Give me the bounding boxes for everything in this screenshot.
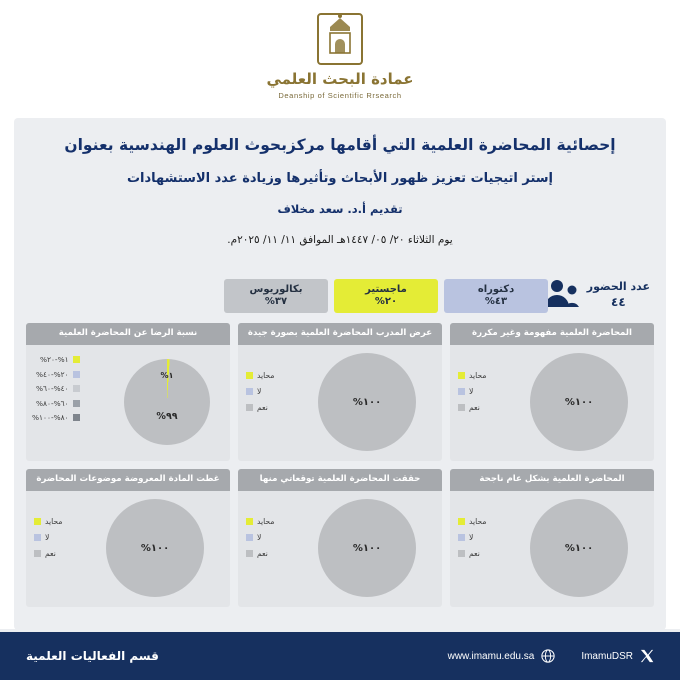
legend-swatch-yes xyxy=(458,404,465,411)
footer-links xyxy=(448,649,654,663)
legend-item-neutral xyxy=(458,517,486,526)
legend-label-no: لا xyxy=(469,387,474,396)
legend-label-range-3: ٤٠%-٦٠% xyxy=(35,384,69,393)
pie-met-expectations xyxy=(318,499,416,597)
legend-item-neutral xyxy=(246,371,274,380)
pie-wrap-overall-success xyxy=(530,499,628,597)
legend-label-range-1: ١%-٢٠% xyxy=(39,355,69,364)
legend-item-range-3 xyxy=(32,384,80,393)
degree-chip-doctorate xyxy=(444,279,548,313)
footer-social-handle[interactable]: ImamuDSR xyxy=(581,650,633,662)
legend-item-neutral xyxy=(458,371,486,380)
legend-item-neutral xyxy=(34,517,62,526)
legend-label-yes: نعم xyxy=(257,403,268,412)
legend-label-yes: نعم xyxy=(45,549,56,558)
pie-wrap-trainer-presentation xyxy=(318,353,416,451)
legend-item-range-2 xyxy=(32,370,80,379)
legend-swatch-range-4 xyxy=(73,400,80,407)
chart-card-met-expectations xyxy=(238,469,442,607)
pie-lecture-understandable xyxy=(530,353,628,451)
legend-label-no: لا xyxy=(257,387,262,396)
pie-wrap-lecture-understandable xyxy=(530,353,628,451)
degree-value-bachelor: ٣٧% xyxy=(264,296,288,307)
page-title: إحصائية المحاضرة العلمية التي أقامها مركزبحوث العلوم الهندسية بعنوان xyxy=(64,136,616,154)
legend-item-no xyxy=(34,533,62,542)
degree-chips xyxy=(224,279,548,313)
legend-item-no xyxy=(246,533,274,542)
attendance-value: ٤٤ xyxy=(611,294,626,309)
legend-swatch-no xyxy=(246,388,253,395)
legend-swatch-no xyxy=(246,534,253,541)
pie-wrap-satisfaction-rate xyxy=(124,359,210,445)
chart-card-covered-topics xyxy=(26,469,230,607)
legend-swatch-range-3 xyxy=(73,385,80,392)
chart-body-trainer-presentation xyxy=(238,345,442,461)
pie-value-covered-topics: ١٠٠% xyxy=(140,542,170,554)
legend-label-no: لا xyxy=(45,533,50,542)
degree-name-bachelor: بكالوريوس xyxy=(249,283,303,295)
legend-label-yes: نعم xyxy=(257,549,268,558)
legend-swatch-neutral xyxy=(246,518,253,525)
chart-title-satisfaction-rate: نسبة الرضا عن المحاضرة العلمية xyxy=(26,323,230,345)
content-panel xyxy=(14,118,666,630)
logo-arabic-text: عمادة البحث العلمي xyxy=(266,70,414,88)
degree-chip-bachelor xyxy=(224,279,328,313)
footer-website-url[interactable]: www.imamu.edu.sa xyxy=(447,650,535,662)
chart-title-covered-topics: غطت المادة المعروضة موضوعات المحاضرة xyxy=(26,469,230,491)
legend-swatch-neutral xyxy=(34,518,41,525)
legend-label-no: لا xyxy=(469,533,474,542)
chart-title-trainer-presentation: عرض المدرب المحاضرة العلمية بصورة جيدة xyxy=(238,323,442,345)
mosque-emblem-icon xyxy=(311,10,369,68)
legend-item-yes xyxy=(458,549,486,558)
degrees-row xyxy=(14,277,666,317)
legend-overall-success xyxy=(458,517,486,558)
pie-value-lecture-understandable: ١٠٠% xyxy=(564,396,594,408)
degree-name-doctorate: دكتوراه xyxy=(477,283,515,295)
legend-item-no xyxy=(246,387,274,396)
legend-item-range-1 xyxy=(32,355,80,364)
legend-label-neutral: محايد xyxy=(257,371,275,380)
legend-item-neutral xyxy=(246,517,274,526)
legend-swatch-no xyxy=(458,534,465,541)
chart-body-met-expectations xyxy=(238,491,442,607)
poster-footer xyxy=(0,632,680,680)
chart-card-satisfaction-rate xyxy=(26,323,230,461)
legend-swatch-no xyxy=(458,388,465,395)
charts-row-2 xyxy=(26,469,654,607)
degree-name-masters: ماجستير xyxy=(365,283,407,295)
pie-wrap-covered-topics xyxy=(106,499,204,597)
degree-value-doctorate: ٤٣% xyxy=(484,296,508,307)
chart-card-overall-success xyxy=(450,469,654,607)
pie-overall-success xyxy=(530,499,628,597)
legend-label-neutral: محايد xyxy=(257,517,275,526)
legend-item-yes xyxy=(34,549,62,558)
legend-satisfaction-rate xyxy=(32,355,80,422)
legend-swatch-range-1 xyxy=(73,356,80,363)
charts-grid xyxy=(26,323,654,607)
legend-swatch-yes xyxy=(34,550,41,557)
legend-item-no xyxy=(458,387,486,396)
chart-body-covered-topics xyxy=(26,491,230,607)
pie-satisfaction-rate xyxy=(124,359,210,445)
chart-title-overall-success: المحاضرة العلمية بشكل عام ناجحة xyxy=(450,469,654,491)
chart-body-satisfaction-rate xyxy=(26,345,230,461)
attendance-texts xyxy=(587,280,650,309)
legend-trainer-presentation xyxy=(246,371,274,412)
legend-swatch-yes xyxy=(458,550,465,557)
titles-block xyxy=(14,118,666,246)
attendance-label: عدد الحضور xyxy=(586,279,650,293)
legend-label-yes: نعم xyxy=(469,403,480,412)
legend-lecture-understandable xyxy=(458,371,486,412)
legend-item-yes xyxy=(246,403,274,412)
pie-trainer-presentation xyxy=(318,353,416,451)
globe-icon[interactable] xyxy=(541,649,555,663)
chart-title-lecture-understandable: المحاضرة العلمية مفهومة وغير مكررة xyxy=(450,323,654,345)
logo-english-text: Deanship of Scientific Rrsearch xyxy=(278,91,402,100)
degree-chip-masters xyxy=(334,279,438,313)
footer-social[interactable] xyxy=(581,649,654,663)
poster-header xyxy=(0,0,680,118)
legend-swatch-yes xyxy=(246,550,253,557)
footer-website[interactable] xyxy=(448,649,556,663)
chart-title-met-expectations: حققت المحاضرة العلمية توقعاتي منها xyxy=(238,469,442,491)
event-date: يوم الثلاثاء ٢٠/ ٠٥/ ١٤٤٧هـ الموافق ١١/ ١١/ ٢٠٢٥م. xyxy=(227,234,453,247)
chart-body-overall-success xyxy=(450,491,654,607)
legend-swatch-no xyxy=(34,534,41,541)
logo-block xyxy=(266,10,413,100)
legend-item-range-4 xyxy=(32,399,80,408)
lecture-subtitle: إستر اتيجيات تعزيز ظهور الأبحاث وتأثيرها وزيادة عدد الاستشهادات xyxy=(126,171,554,187)
pie-value-met-expectations: ١٠٠% xyxy=(352,542,382,554)
legend-swatch-range-2 xyxy=(73,371,80,378)
legend-label-range-4: ٦٠%-٨٠% xyxy=(35,398,69,408)
legend-swatch-neutral xyxy=(458,372,465,379)
legend-swatch-neutral xyxy=(458,518,465,525)
legend-label-no: لا xyxy=(257,533,262,542)
legend-item-yes xyxy=(458,403,486,412)
legend-label-range-5: ٨٠%-١٠٠% xyxy=(32,413,69,422)
footer-department: قسم الفعاليات العلمية xyxy=(26,649,159,663)
degree-value-masters: ٢٠% xyxy=(374,296,398,307)
legend-label-neutral: محايد xyxy=(469,517,487,526)
legend-swatch-yes xyxy=(246,404,253,411)
charts-row-1 xyxy=(26,323,654,461)
legend-item-range-5 xyxy=(32,413,80,422)
attendance-block xyxy=(535,277,650,311)
legend-item-yes xyxy=(246,549,274,558)
legend-label-neutral: محايد xyxy=(469,371,487,380)
presenter-name: تقديم أ.د. سعد مخلاف xyxy=(277,202,403,217)
pie-wrap-met-expectations xyxy=(318,499,416,597)
legend-swatch-range-5 xyxy=(73,414,80,421)
chart-body-lecture-understandable xyxy=(450,345,654,461)
legend-met-expectations xyxy=(246,517,274,558)
legend-item-no xyxy=(458,533,486,542)
pie-value-satisfaction-main: ٩٩% xyxy=(156,411,178,422)
pie-value-trainer-presentation: ١٠٠% xyxy=(352,396,382,408)
chart-card-trainer-presentation xyxy=(238,323,442,461)
x-twitter-icon[interactable] xyxy=(640,649,654,663)
legend-label-yes: نعم xyxy=(469,549,480,558)
legend-label-range-2: ٢٠%-٤٠% xyxy=(35,369,69,379)
legend-label-neutral: محايد xyxy=(45,517,63,526)
pie-value-satisfaction-small: ١% xyxy=(160,371,174,380)
pie-covered-topics xyxy=(106,499,204,597)
pie-value-overall-success: ١٠٠% xyxy=(564,542,594,554)
legend-covered-topics xyxy=(34,517,62,558)
legend-swatch-neutral xyxy=(246,372,253,379)
chart-card-lecture-understandable xyxy=(450,323,654,461)
